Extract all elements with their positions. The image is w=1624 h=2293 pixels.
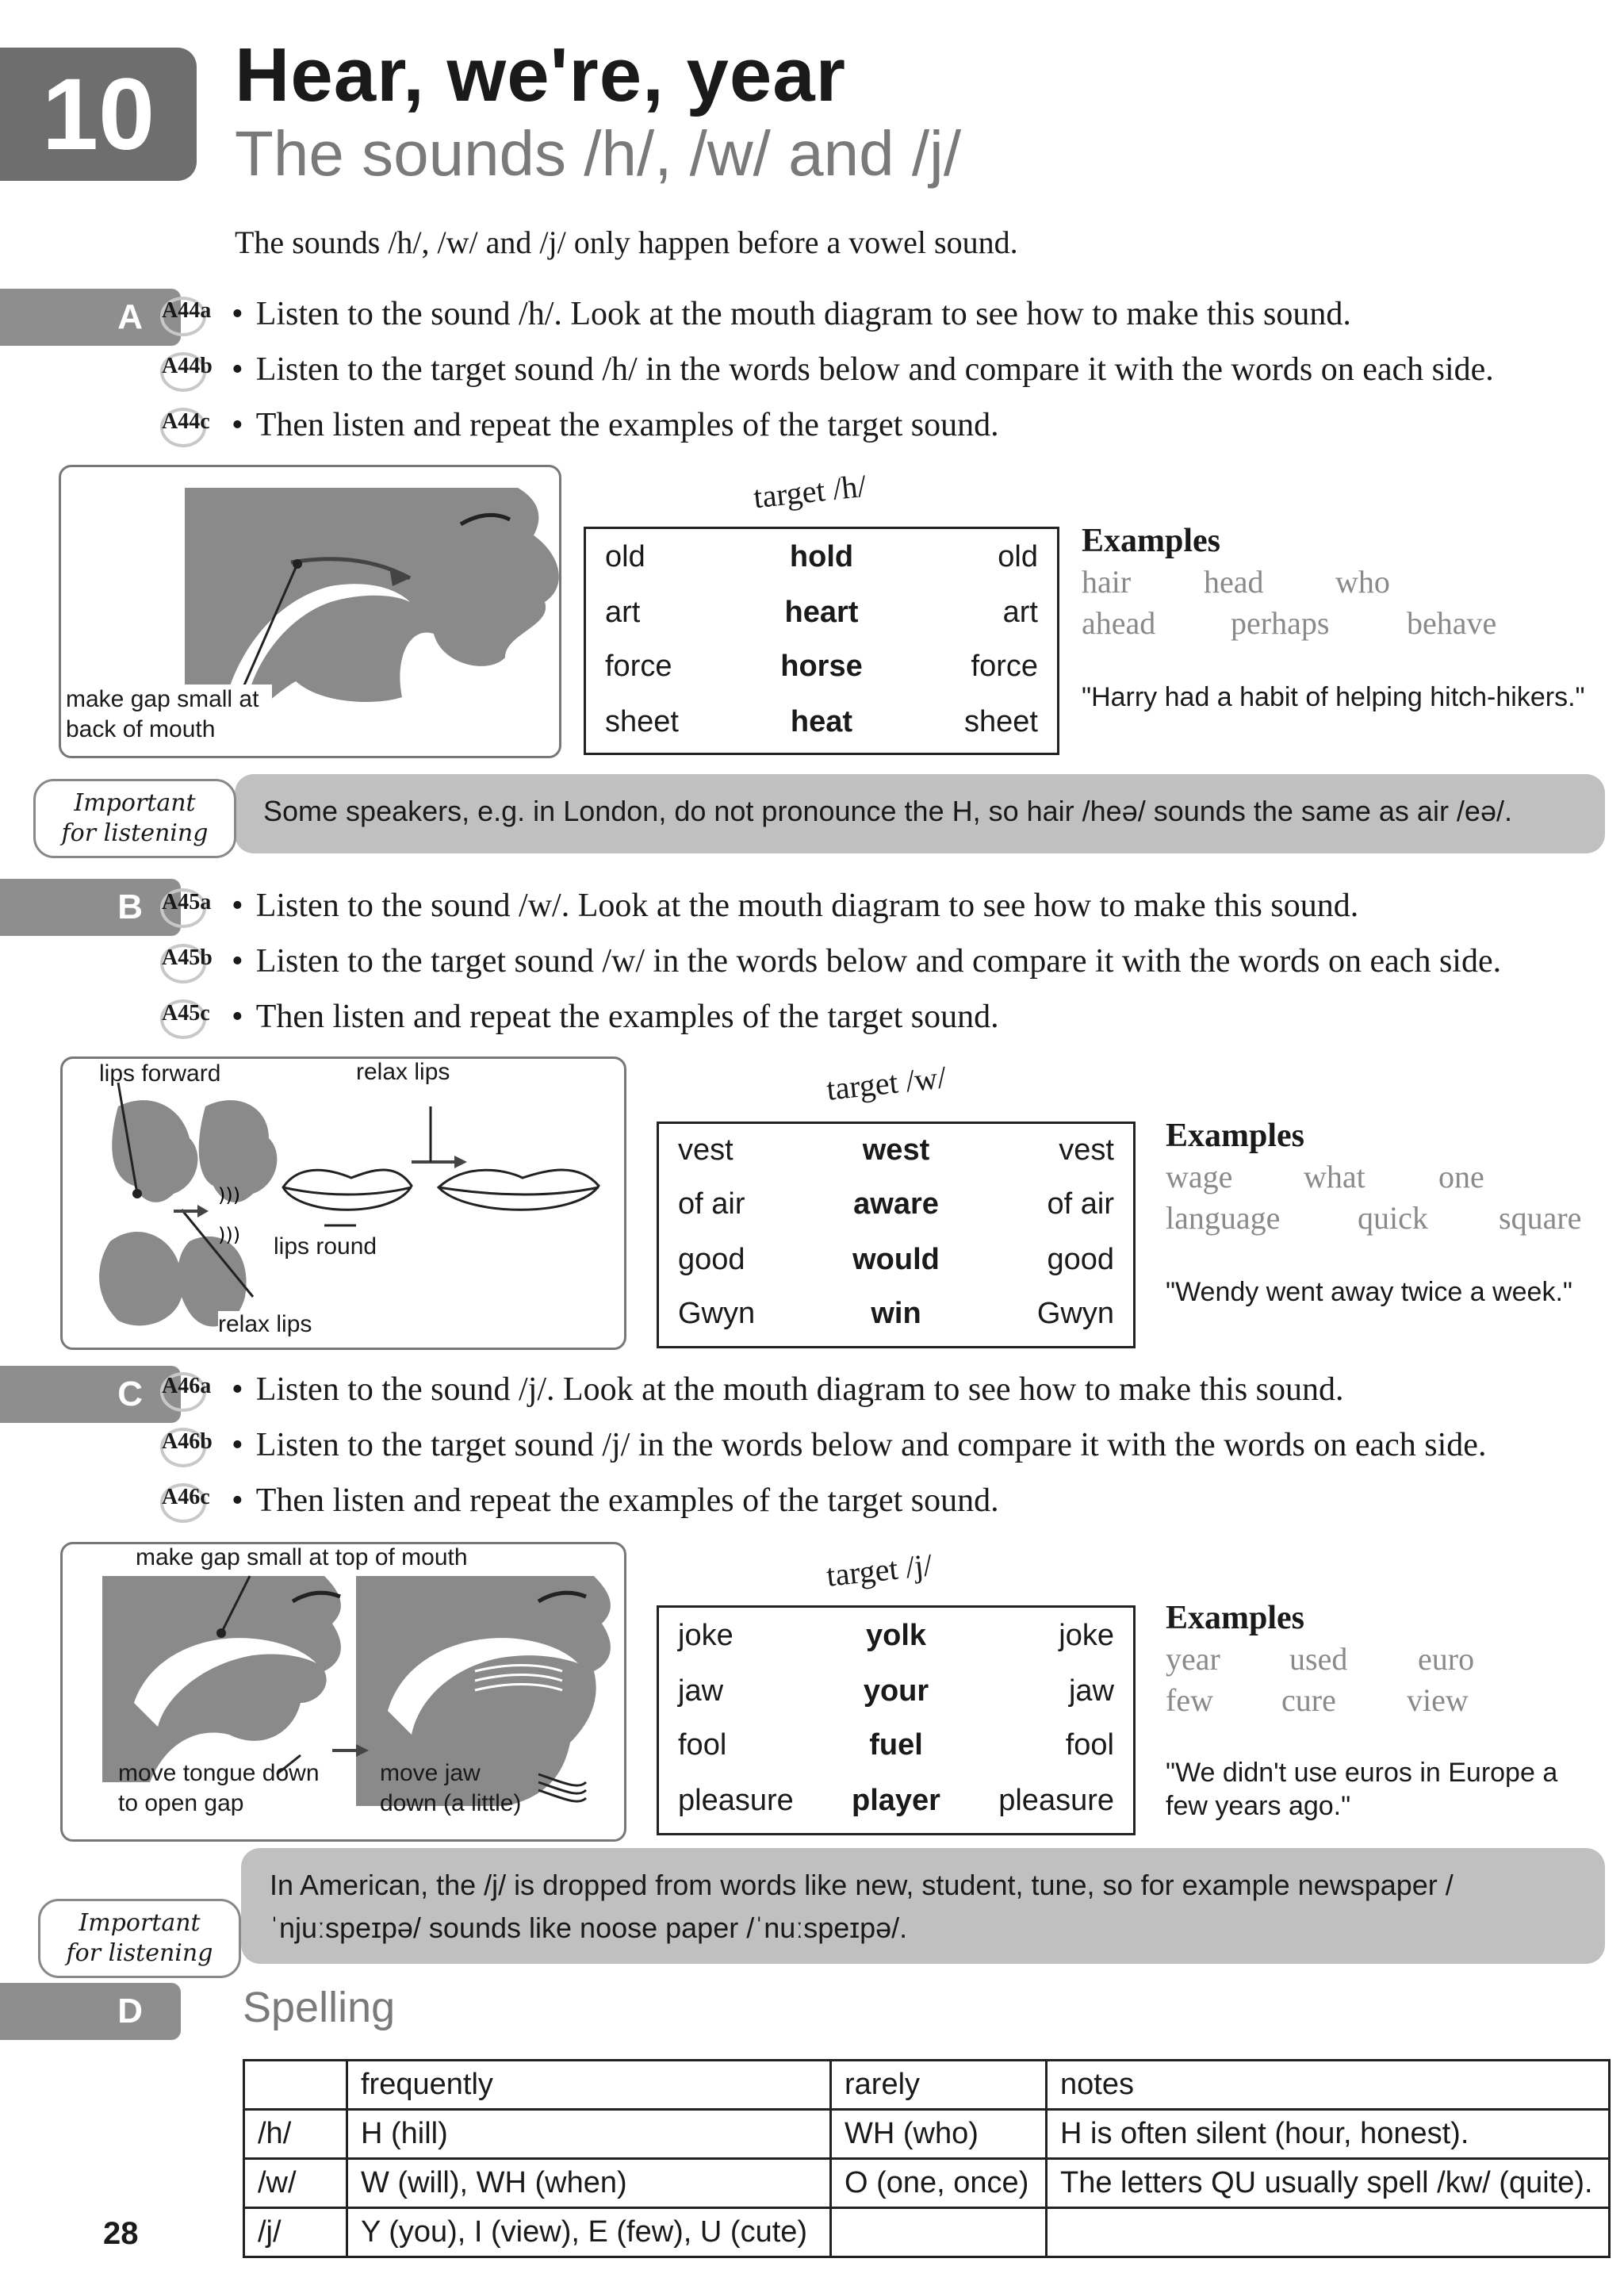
svg-text:))): ))) xyxy=(218,1224,241,1246)
example-word: language xyxy=(1166,1200,1281,1236)
table-row: joke yolk joke xyxy=(678,1619,1114,1652)
audio-track-a46c[interactable]: A46c xyxy=(155,1478,232,1523)
svg-text:))): ))) xyxy=(218,1184,241,1206)
diagram-label: lips round xyxy=(274,1233,377,1260)
spelling-heading: Spelling xyxy=(243,1984,396,2031)
diagram-label: move tongue down to open gap xyxy=(118,1760,320,1816)
mouth-diagram-j xyxy=(60,1542,626,1842)
audio-track-a44b[interactable]: A44b xyxy=(155,347,232,392)
instruction-text: • Then listen and repeat the examples of the target sound. xyxy=(232,1482,999,1519)
instruction-row xyxy=(155,882,1358,930)
section-tab-b: B xyxy=(0,879,181,936)
word-table-h xyxy=(584,527,1059,755)
unit-subtitle: The sounds /h/, /w/ and /j/ xyxy=(235,118,962,189)
example-quote: "Wendy went away twice a week." xyxy=(1166,1277,1572,1307)
table-cell: /w/ xyxy=(244,2159,347,2208)
table-cell: The letters QU usually spell /kw/ (quite). xyxy=(1047,2159,1610,2208)
example-word: behave xyxy=(1407,605,1497,641)
unit-number-badge: 10 xyxy=(0,48,197,181)
table-row: Gwyn win Gwyn xyxy=(678,1297,1114,1330)
example-word: euro xyxy=(1418,1641,1475,1677)
example-quote: "We didn't use euros in Europe a few years ago." xyxy=(1166,1758,1558,1821)
table-cell: Y (you), I (view), E (few), U (cute) xyxy=(347,2208,831,2257)
audio-track-a46b[interactable]: A46b xyxy=(155,1423,232,1467)
instruction-row xyxy=(155,938,1501,985)
target-label-w: target /w/ xyxy=(825,1059,948,1107)
table-row xyxy=(244,2208,1610,2257)
diagram-label: lips forward xyxy=(99,1060,221,1087)
example-word: quick xyxy=(1358,1200,1428,1236)
table-cell: /j/ xyxy=(244,2208,347,2257)
section-tab-a: A xyxy=(0,289,181,346)
instruction-row xyxy=(155,1366,1344,1413)
table-row: pleasure player pleasure xyxy=(678,1784,1114,1817)
audio-track-a45b[interactable]: A45b xyxy=(155,939,232,984)
diagram-label: relax lips xyxy=(356,1059,450,1085)
instruction-text: • Then listen and repeat the examples of the target sound. xyxy=(232,407,999,443)
header-cell: notes xyxy=(1047,2061,1610,2110)
example-word: what xyxy=(1304,1159,1365,1194)
audio-track-a46a[interactable]: A46a xyxy=(155,1367,232,1412)
table-header-row xyxy=(244,2061,1610,2110)
unit-title: Hear, we're, year xyxy=(235,33,847,117)
example-word: who xyxy=(1335,564,1390,600)
target-label-h: target /h/ xyxy=(752,467,868,516)
table-cell: H is often silent (hour, honest). xyxy=(1047,2110,1610,2159)
table-row: good would good xyxy=(678,1243,1114,1276)
header-cell xyxy=(244,2061,347,2110)
diagram-label: move jaw down (a little) xyxy=(380,1760,522,1816)
spelling-table xyxy=(243,2059,1611,2258)
example-word: used xyxy=(1289,1641,1348,1677)
table-cell: H (hill) xyxy=(347,2110,831,2159)
table-row: art heart art xyxy=(605,596,1038,629)
table-cell xyxy=(1047,2208,1610,2257)
instruction-text: • Listen to the sound /j/. Look at the mouth diagram to see how to make this sound. xyxy=(232,1371,1344,1408)
table-row xyxy=(244,2159,1610,2208)
table-cell: O (one, once) xyxy=(831,2159,1047,2208)
instruction-row xyxy=(155,290,1351,338)
header-cell: frequently xyxy=(347,2061,831,2110)
audio-track-a44c[interactable]: A44c xyxy=(155,403,232,447)
section-tab-c: C xyxy=(0,1366,181,1423)
example-word: square xyxy=(1499,1200,1582,1236)
section-tab-d: D xyxy=(0,1983,181,2040)
important-bubble: Important for listening xyxy=(33,779,236,858)
mouth-diagram-w xyxy=(60,1056,626,1350)
diagram-label: make gap small at top of mouth xyxy=(136,1544,468,1570)
listening-note: Some speakers, e.g. in London, do not pronounce the H, so hair /heə/ sounds the same as air /eə/. xyxy=(235,774,1605,853)
audio-track-a45a[interactable]: A45a xyxy=(155,884,232,928)
audio-track-a45c[interactable]: A45c xyxy=(155,995,232,1039)
important-bubble: Important for listening xyxy=(38,1899,241,1978)
instruction-text: • Listen to the target sound /w/ in the words below and compare it with the words on each side. xyxy=(232,943,1502,980)
intro-text: The sounds /h/, /w/ and /j/ only happen before a vowel sound. xyxy=(235,224,1018,260)
example-word: year xyxy=(1166,1641,1220,1677)
table-cell: WH (who) xyxy=(831,2110,1047,2159)
table-row: jaw your jaw xyxy=(678,1674,1114,1708)
mouth-w-illustration xyxy=(63,1059,624,1348)
example-word: wage xyxy=(1166,1159,1233,1194)
example-word: one xyxy=(1438,1159,1484,1194)
table-cell: W (will), WH (when) xyxy=(347,2159,831,2208)
table-cell xyxy=(831,2208,1047,2257)
diagram-label: relax lips xyxy=(218,1311,312,1337)
header-cell: rarely xyxy=(831,2061,1047,2110)
table-row: old hold old xyxy=(605,540,1038,573)
instruction-row xyxy=(155,401,999,449)
examples-title: Examples xyxy=(1166,1118,1305,1154)
example-word: few xyxy=(1166,1682,1213,1718)
example-quote: "Harry had a habit of helping hitch-hikers." xyxy=(1082,682,1585,712)
example-word: perhaps xyxy=(1231,605,1330,641)
examples-title: Examples xyxy=(1166,1600,1305,1636)
table-row: sheet heat sheet xyxy=(605,705,1038,738)
example-word: cure xyxy=(1281,1682,1336,1718)
example-word: head xyxy=(1204,564,1264,600)
diagram-label: make gap small at back of mouth xyxy=(66,684,272,745)
table-row: vest west vest xyxy=(678,1133,1114,1167)
instruction-text: • Listen to the target sound /h/ in the words below and compare it with the words on each side. xyxy=(232,351,1494,388)
instruction-row xyxy=(155,1421,1486,1469)
word-table-j xyxy=(657,1605,1136,1835)
instruction-row xyxy=(155,993,999,1041)
example-word: ahead xyxy=(1082,605,1156,641)
table-row: force horse force xyxy=(605,650,1038,683)
instruction-text: • Listen to the sound /w/. Look at the mouth diagram to see how to make this sound. xyxy=(232,888,1359,924)
instruction-row xyxy=(155,346,1494,393)
target-label-j: target /j/ xyxy=(825,1547,934,1593)
mouth-diagram-h xyxy=(59,465,561,758)
examples-title: Examples xyxy=(1082,523,1221,559)
instruction-row xyxy=(155,1477,999,1524)
word-table-w xyxy=(657,1122,1136,1348)
table-row xyxy=(244,2110,1610,2159)
page-number: 28 xyxy=(103,2216,139,2251)
listening-note: In American, the /j/ is dropped from words like new, student, tune, so for example newspaper /ˈnjuːspeɪpə/ sounds like noose paper /ˈnuːspeɪpə/. xyxy=(241,1848,1605,1964)
table-row: fool fuel fool xyxy=(678,1728,1114,1762)
instruction-text: • Listen to the sound /h/. Look at the mouth diagram to see how to make this sound. xyxy=(232,296,1351,332)
table-row: of air aware of air xyxy=(678,1187,1114,1221)
audio-track-a44a[interactable]: A44a xyxy=(155,292,232,336)
example-word: hair xyxy=(1082,564,1132,600)
instruction-text: • Listen to the target sound /j/ in the words below and compare it with the words on each side. xyxy=(232,1427,1487,1463)
instruction-text: • Then listen and repeat the examples of the target sound. xyxy=(232,999,999,1035)
table-cell: /h/ xyxy=(244,2110,347,2159)
example-word: view xyxy=(1407,1682,1469,1718)
